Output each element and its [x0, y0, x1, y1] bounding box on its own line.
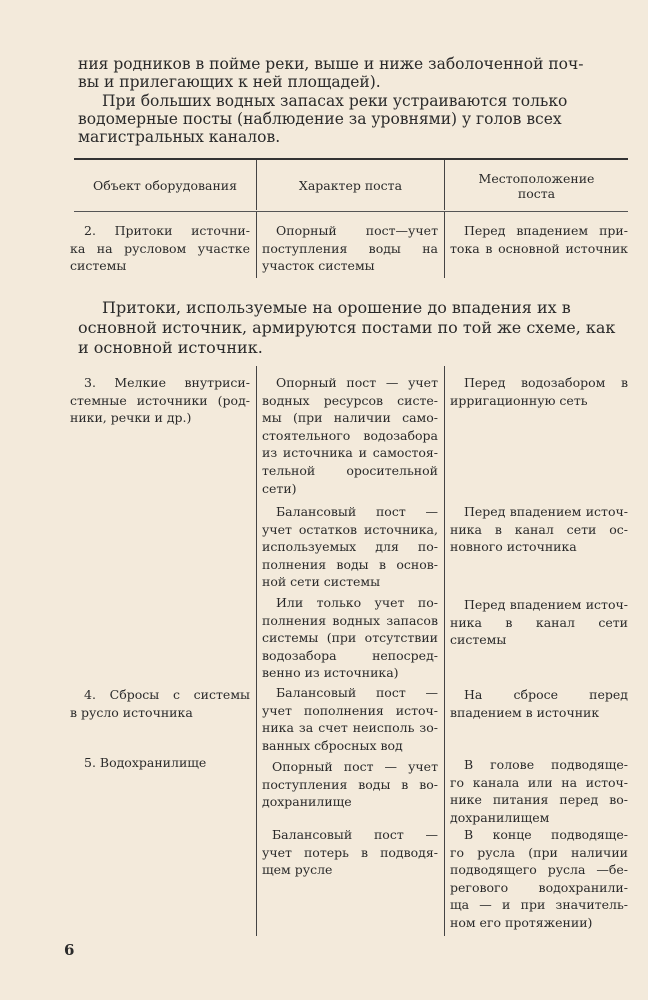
column-divider	[256, 366, 257, 936]
text-line: ном его протяжении)	[450, 914, 593, 930]
column-divider	[256, 212, 257, 278]
text-line: Перед впадением источ-	[464, 504, 628, 519]
column-divider	[444, 366, 445, 936]
header-text: поста	[517, 186, 556, 201]
text-line: системы	[70, 258, 127, 274]
text-line: ирригационную сеть	[450, 392, 588, 408]
text-line: 2. Притоки источни-	[84, 223, 250, 238]
text-line: Опорный пост — учет	[276, 375, 438, 390]
text-line: тельной оросительной	[262, 462, 438, 478]
text-line: стоятельного водозабора	[262, 427, 438, 443]
text-line: Опорный пост—учет	[276, 223, 438, 238]
row3-character-alternative	[262, 594, 438, 682]
text-line: вы и прилегающих к ней площадей).	[78, 73, 381, 91]
column-header-object	[74, 178, 256, 193]
text-line: дохранилищем	[450, 809, 550, 825]
text-line: Или только учет по-	[276, 595, 438, 610]
text-line: дохранилище	[262, 794, 352, 810]
text-line: В конце подводяще-	[464, 827, 628, 842]
text-line: При больших водных запасах реки устраиваются только	[102, 92, 568, 110]
text-line: В голове подводяще-	[464, 757, 628, 772]
text-line: венно из источника)	[262, 665, 399, 681]
text-line: учет остатков источника,	[262, 521, 438, 537]
text-line: Балансовый пост —	[276, 685, 438, 700]
text-line: учет пополнения источ-	[262, 702, 438, 718]
text-line: ща — и при значитель-	[450, 897, 628, 913]
text-line: водных ресурсов систе-	[262, 392, 438, 408]
text-line: и основной источник.	[78, 338, 263, 357]
row5-location-reference	[450, 756, 628, 826]
text-line: ника в канал сети ос-	[450, 521, 628, 537]
text-line: мы (при наличии само-	[262, 410, 438, 426]
text-line: системы (при отсутствии	[262, 630, 438, 646]
text-line: го канала или на источ-	[450, 774, 628, 790]
row3-character-balance	[262, 503, 438, 591]
column-divider	[444, 212, 445, 278]
intro-paragraph-2	[78, 92, 630, 146]
text-line: нике питания перед во-	[450, 792, 628, 808]
text-line: ника в канал сети	[450, 614, 628, 630]
text-line: стемные источники (род-	[70, 392, 250, 408]
text-line: системы	[450, 632, 507, 648]
row2-object	[70, 222, 250, 275]
row3-object	[70, 374, 250, 427]
text-line: участок системы	[262, 258, 375, 274]
text-line: используемых для по-	[262, 539, 438, 555]
text-line: новного источника	[450, 539, 577, 555]
text-line: магистральных каналов.	[78, 128, 281, 146]
text-line: водозабора непосред-	[262, 647, 438, 663]
text-line: полнения воды в основ-	[262, 556, 438, 572]
text-line: сети)	[262, 480, 297, 496]
row5-location-balance	[450, 826, 628, 932]
text-line: го русла (при наличии	[450, 844, 628, 860]
text-line: из источника и самостоя-	[262, 445, 438, 461]
header-bottom-rule	[74, 211, 628, 212]
text-line: в русло источника	[70, 704, 193, 720]
row3-location-alternative	[450, 596, 628, 649]
row5-object	[84, 754, 250, 772]
text-line: ния родников в пойме реки, выше и ниже заболоченной поч-	[78, 55, 584, 73]
column-header-location	[445, 171, 628, 201]
header-text: Объект оборудования	[92, 178, 238, 193]
row4-character	[262, 684, 438, 754]
row2-character	[262, 222, 438, 275]
row2-location	[450, 222, 628, 257]
row5-character-balance	[262, 826, 438, 879]
page-number: 6	[64, 941, 75, 959]
text-line: Перед водозабором в	[464, 375, 628, 390]
column-header-character	[257, 178, 444, 193]
text-line: Балансовый пост —	[276, 504, 438, 519]
row3-character-reference	[262, 374, 438, 497]
text-line: ной сети системы	[262, 574, 381, 590]
text-line: основной источник, армируются постами по той же схеме, как	[78, 318, 616, 337]
row3-location-reference	[450, 374, 628, 409]
text-line: 3. Мелкие внутриси-	[84, 375, 250, 390]
text-line: поступления воды на	[262, 240, 438, 256]
row4-location	[450, 686, 628, 721]
text-line: регового водохранили-	[450, 879, 628, 895]
middle-paragraph	[78, 298, 630, 358]
text-line: водомерные посты (наблюдение за уровнями) у голов всех	[78, 110, 562, 128]
text-line: 5. Водохранилище	[84, 755, 207, 770]
text-line: Притоки, используемые на орошение до впадения их в	[102, 298, 571, 317]
text-line: тока в основной источник	[450, 240, 628, 256]
text-line: 4. Сбросы с системы	[84, 687, 250, 702]
row5-character-reference	[262, 758, 438, 811]
text-line: Опорный пост — учет	[272, 759, 438, 774]
text-line: ка на русловом участке	[70, 240, 250, 256]
header-text: Характер поста	[298, 178, 403, 193]
table-top-rule	[74, 158, 628, 160]
row4-object	[70, 686, 250, 721]
text-line: полнения водных запасов	[262, 612, 438, 628]
text-line: щем русле	[262, 862, 333, 878]
text-line: ника за счет неисполь зо-	[262, 720, 438, 736]
text-line: ванных сбросных вод	[262, 737, 403, 753]
text-line: учет потерь в подводя-	[262, 844, 438, 860]
text-line: поступления воды в во-	[262, 776, 438, 792]
text-line: ники, речки и др.)	[70, 410, 192, 426]
header-text: Местоположение	[478, 171, 595, 186]
text-line: На сбросе перед	[464, 687, 628, 702]
text-line: Перед впадением при-	[464, 223, 628, 238]
text-line: подводящего русла —бе-	[450, 862, 628, 878]
text-line: впадением в источник	[450, 704, 600, 720]
text-line: Балансовый пост —	[272, 827, 438, 842]
intro-paragraph-1	[78, 55, 630, 91]
text-line: Перед впадением источ-	[464, 597, 628, 612]
row3-location-balance	[450, 503, 628, 556]
